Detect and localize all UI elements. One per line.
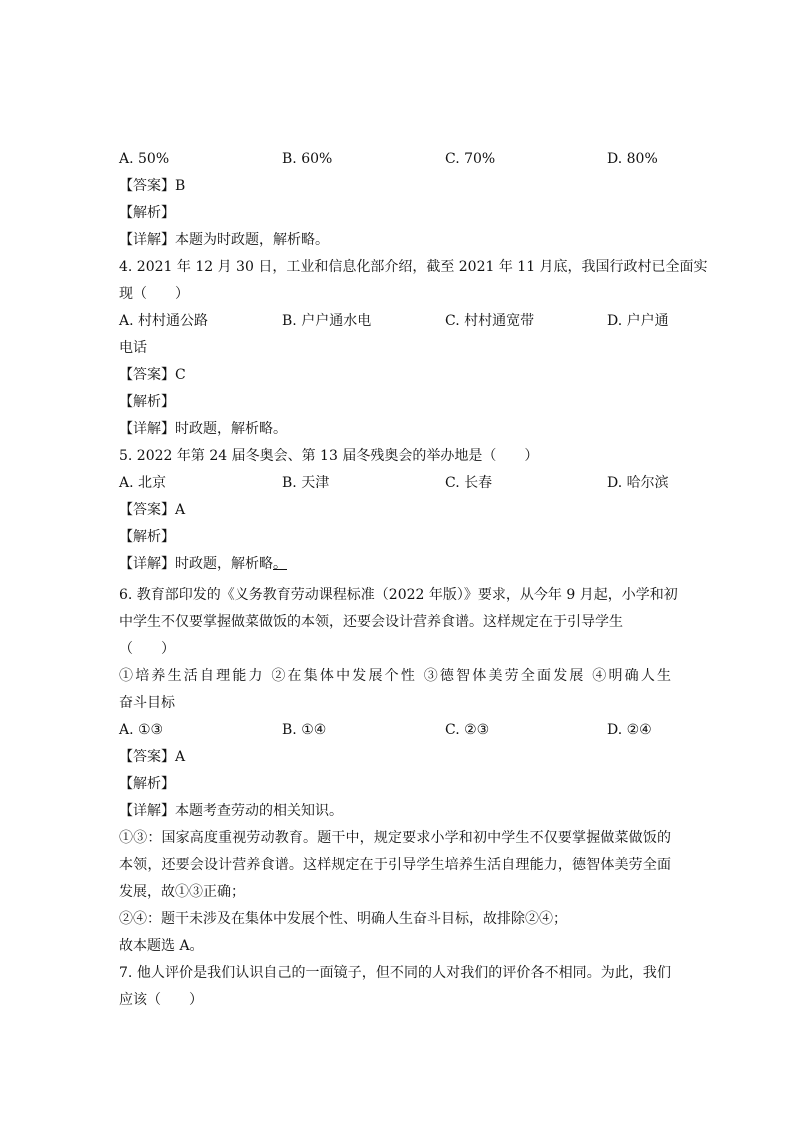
q6-statement-wrap: 奋斗目标 (119, 695, 175, 711)
q6-explain-line2: 本领，还要会设计营养食谱。这样规定在于引导学生培养生活自理能力，德智体美劳全面 (119, 857, 671, 873)
q6-explain-line1: ①③：国家高度重视劳动教育。题干中，规定要求小学和初中学生不仅要掌握做菜做饭的 (119, 830, 671, 846)
q4-option-a: A. 村村通公路 (119, 313, 209, 329)
q6-stem-line1: 6. 教育部印发的《义务教育劳动课程标准（2022 年版）》要求，从今年 9 月起，小学和初 (119, 587, 678, 603)
q5-option-b: B. 天津 (282, 475, 330, 491)
q6-option-b: B. ①④ (282, 722, 327, 738)
q4-options (119, 308, 671, 335)
q6-explain-line3: 发展，故①③正确； (119, 884, 245, 900)
q5-detail-line (119, 551, 671, 578)
q5-option-a: A. 北京 (119, 475, 167, 491)
q4-detail: 【详解】时政题，解析略。 (119, 421, 287, 437)
q3-analysis-heading: 【解析】 (119, 205, 175, 221)
q5-analysis-heading: 【解析】 (119, 529, 175, 545)
q3-option-a: A. 50% (119, 151, 170, 167)
q6-statement-4: ④明确人生 (592, 668, 672, 684)
q3-detail: 【详解】本题为时政题，解析略。 (119, 232, 329, 248)
q6-statement-2: ②在集体中发展个性 (271, 668, 418, 684)
q4-analysis-heading: 【解析】 (119, 394, 175, 410)
q4-option-wrap: 电话 (119, 340, 147, 356)
q6-stem-line3: （ ） (119, 641, 175, 657)
q4-stem-line1: 4. 2021 年 12 月 30 日，工业和信息化部介绍，截至 2021 年 11 月底，我国行政村已全面实 (119, 259, 708, 275)
q6-answer: 【答案】A (119, 749, 186, 765)
q4-answer: 【答案】C (119, 367, 186, 383)
q3-option-b: B. 60% (282, 151, 333, 167)
q6-statements (119, 663, 671, 690)
page-content (119, 146, 708, 1014)
q5-option-d: D. 哈尔滨 (607, 475, 669, 491)
q4-option-b: B. 户户通水电 (282, 313, 372, 329)
q6-statement-1: ①培养生活自理能力 (119, 668, 265, 684)
q6-detail: 【详解】本题考查劳动的相关知识。 (119, 803, 343, 819)
q5-answer: 【答案】A (119, 502, 186, 518)
q3-option-d: D. 80% (607, 151, 658, 167)
q3-answer: 【答案】B (119, 178, 186, 194)
q5-options (119, 470, 671, 497)
q6-explain-line4: ②④：题干未涉及在集体中发展个性、明确人生奋斗目标，故排除②④； (119, 911, 567, 927)
q6-option-a: A. ①③ (119, 722, 164, 738)
q6-statement-3: ③德智体美劳全面发展 (423, 668, 586, 684)
q6-option-d: D. ②④ (607, 722, 652, 738)
q6-conclusion: 故本题选 A。 (119, 938, 204, 954)
q6-option-c: C. ②③ (445, 722, 490, 738)
q6-stem-line2: 中学生不仅要掌握做菜做饭的本领，还要会设计营养食谱。这样规定在于引导学生 (119, 614, 623, 630)
q5-detail: 【详解】时政题，解析略 (119, 556, 273, 572)
q6-analysis-heading: 【解析】 (119, 776, 175, 792)
q5-stem: 5. 2022 年第 24 届冬奥会、第 13 届冬残奥会的举办地是（ ） (119, 448, 539, 464)
q5-detail-end: 。 (273, 556, 287, 572)
q5-option-c: C. 长春 (445, 475, 493, 491)
q4-stem-line2: 现（ ） (119, 286, 189, 302)
q7-stem-line2: 应该（ ） (119, 992, 203, 1008)
q4-option-c: C. 村村通宽带 (445, 313, 535, 329)
q4-option-d: D. 户户通 (607, 313, 669, 329)
q6-options (119, 717, 671, 744)
q7-stem-line1: 7. 他人评价是我们认识自己的一面镜子，但不同的人对我们的评价各不相同。为此，我们 (119, 965, 671, 981)
q3-options (119, 146, 671, 173)
q3-option-c: C. 70% (445, 151, 496, 167)
